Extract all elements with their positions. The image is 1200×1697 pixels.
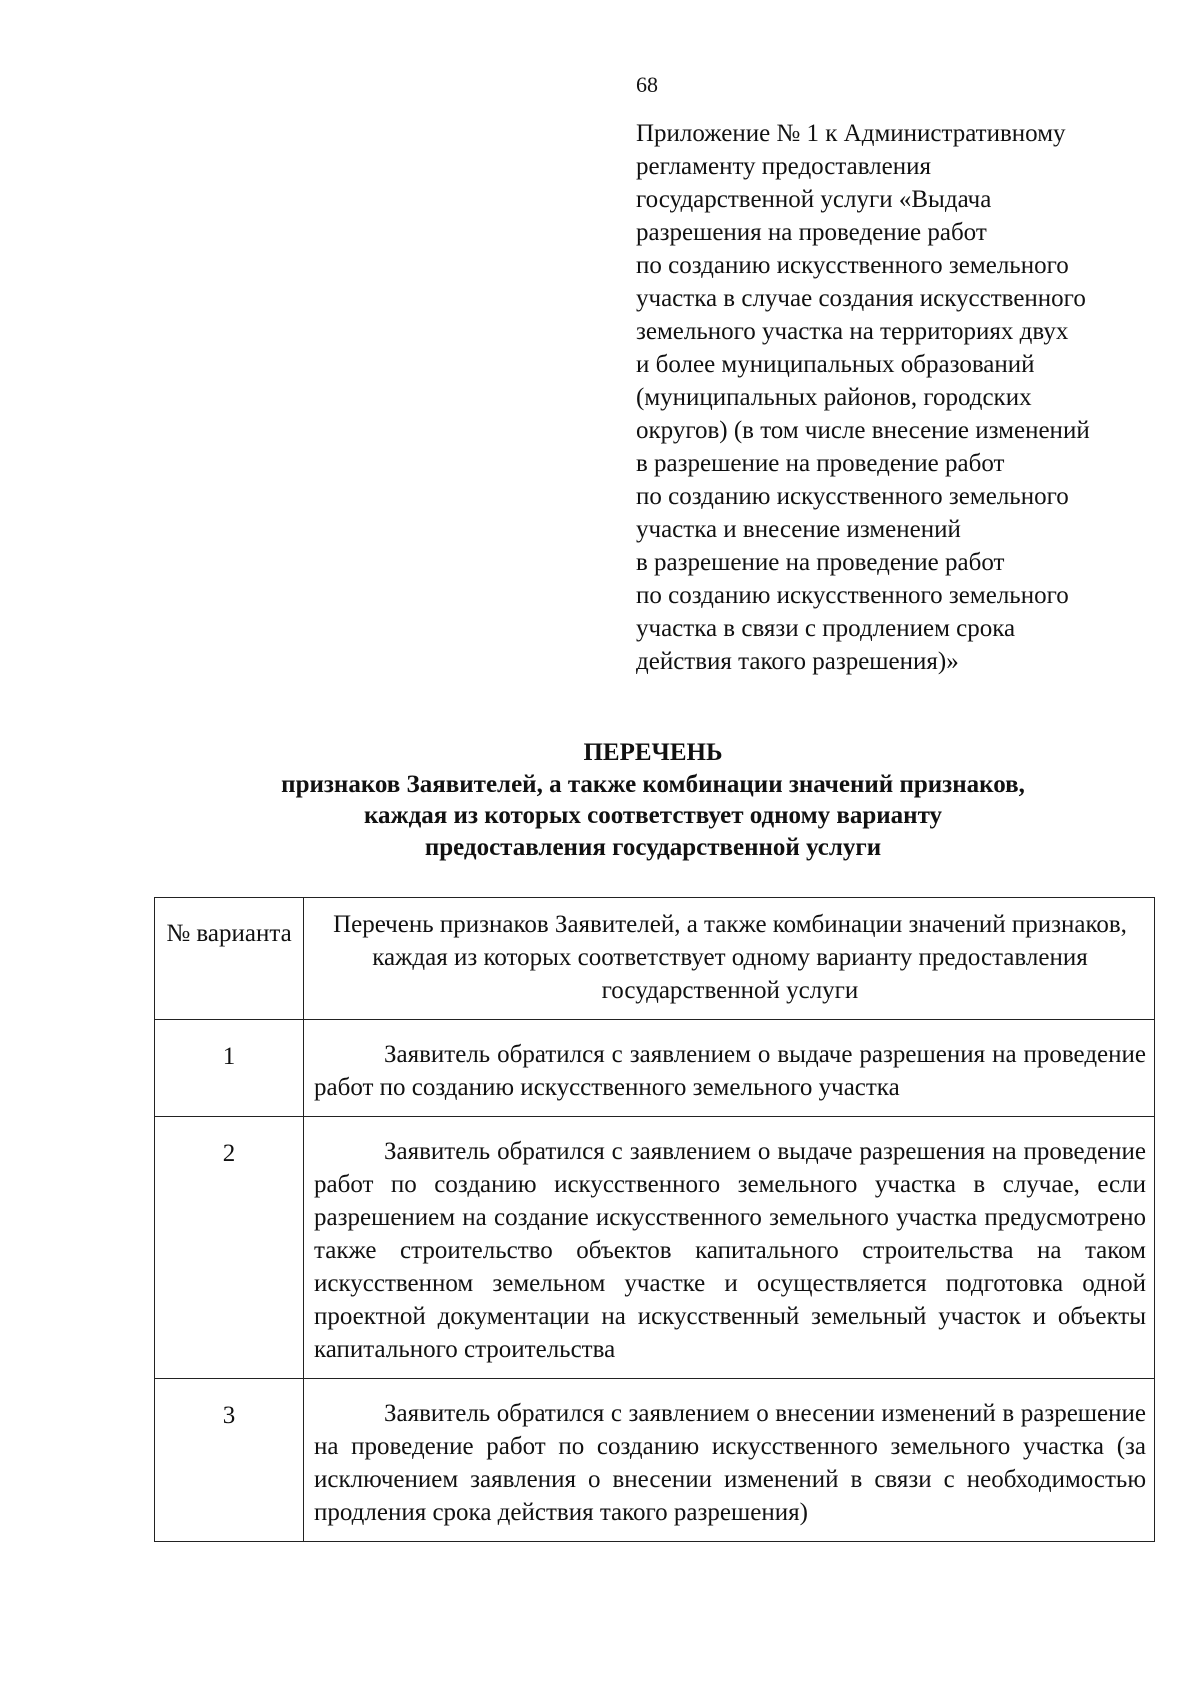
- appendix-line: участка в связи с продлением срока: [636, 615, 1016, 642]
- header-variant-number: № варианта: [155, 898, 304, 1020]
- appendix-line: земельного участка на территориях двух: [636, 318, 1069, 345]
- title-heading: ПЕРЕЧЕНЬ: [583, 739, 723, 766]
- appendix-line: Приложение № 1 к Административному: [636, 120, 1066, 147]
- appendix-note: [636, 117, 1176, 678]
- variant-number: 3: [155, 1379, 304, 1542]
- table-row: [155, 1020, 1155, 1117]
- variant-criteria-text: Заявитель обратился с заявлением о выдаче разрешения на проведение работ по созданию искусственного земельного участка: [314, 1041, 1146, 1101]
- appendix-line: участка в случае создания искусственного: [636, 285, 1086, 312]
- appendix-line: в разрешение на проведение работ: [636, 549, 1005, 576]
- appendix-line: округов) (в том числе внесение изменений: [636, 417, 1090, 444]
- appendix-line: по созданию искусственного земельного: [636, 582, 1069, 609]
- table-header-row: [155, 898, 1155, 1020]
- appendix-line: и более муниципальных образований: [636, 351, 1035, 378]
- variant-criteria-text: Заявитель обратился с заявлением о выдаче разрешения на проведение работ по созданию искусственного земельного участка в случае, если разрешением на создание искусственного земельного участка предусмотрено также строительство объектов капитального строительства на таком искусственном земельном участке и осуществляется подготовка одной проектной документации на искусственный земельный участок и объекты капитального строительства: [314, 1138, 1146, 1363]
- variants-table: [154, 897, 1155, 1542]
- appendix-line: разрешения на проведение работ: [636, 219, 987, 246]
- appendix-line: (муниципальных районов, городских: [636, 384, 1032, 411]
- document-title: [150, 737, 1156, 863]
- appendix-line: регламенту предоставления: [636, 153, 932, 180]
- table-row: [155, 1117, 1155, 1379]
- page-number: 68: [636, 72, 658, 97]
- header-criteria-list: Перечень признаков Заявителей, а также комбинации значений признаков, каждая из которых соответствует одному варианту предоставления государственной услуги: [304, 898, 1155, 1020]
- appendix-line: участка и внесение изменений: [636, 516, 961, 543]
- appendix-line: по созданию искусственного земельного: [636, 252, 1069, 279]
- title-subheading-line: признаков Заявителей, а также комбинации значений признаков,: [281, 770, 1025, 798]
- appendix-line: государственной услуги «Выдача: [636, 186, 992, 213]
- appendix-line: в разрешение на проведение работ: [636, 450, 1005, 477]
- variant-criteria: [304, 1379, 1155, 1542]
- variant-number: 1: [155, 1020, 304, 1117]
- variant-number: 2: [155, 1117, 304, 1379]
- variant-criteria: [304, 1020, 1155, 1117]
- appendix-line: действия такого разрешения)»: [636, 648, 959, 675]
- title-subheading-line: предоставления государственной услуги: [424, 833, 882, 861]
- appendix-line: по созданию искусственного земельного: [636, 483, 1069, 510]
- variant-criteria-text: Заявитель обратился с заявлением о внесении изменений в разрешение на проведение работ по созданию искусственного земельного участка (за исключением заявления о внесении изменений в связи с необходимостью продления срока действия такого разрешения): [314, 1400, 1146, 1526]
- title-subheading-line: каждая из которых соответствует одному варианту: [363, 802, 943, 829]
- variant-criteria: [304, 1117, 1155, 1379]
- table-row: [155, 1379, 1155, 1542]
